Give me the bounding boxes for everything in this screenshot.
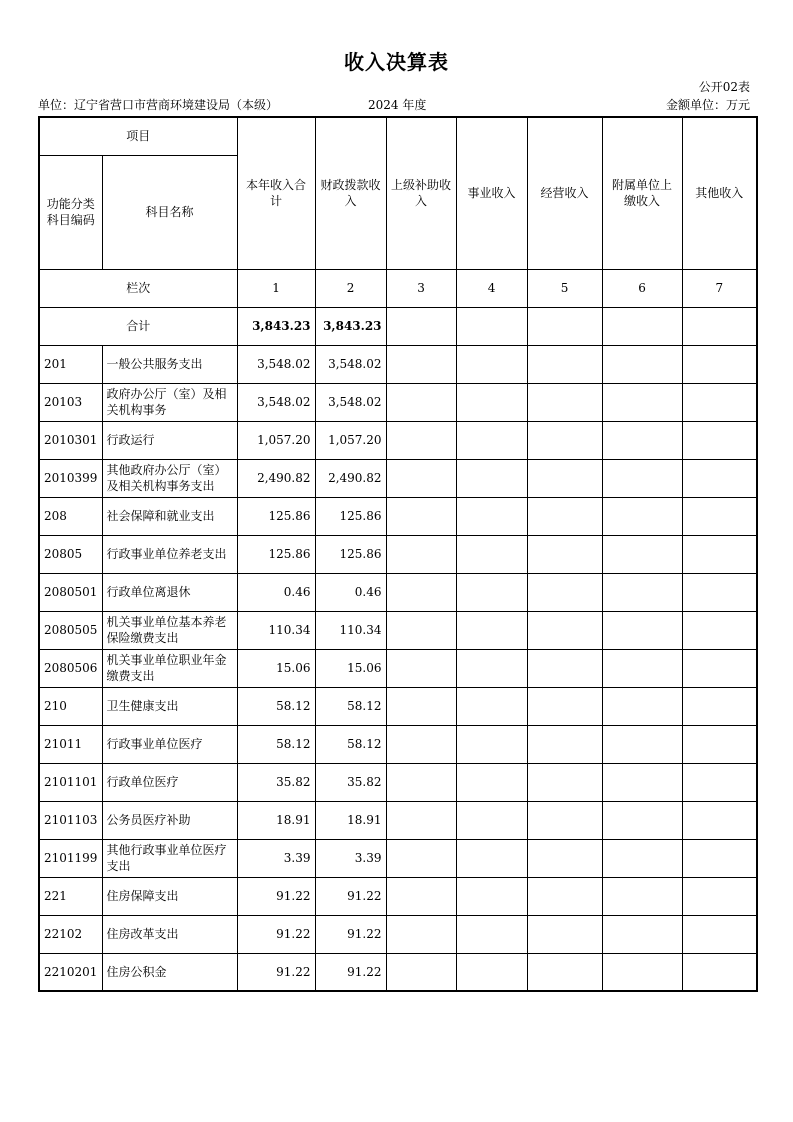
reporting-unit: 单位：辽宁省营口市营商环境建设局（本级）: [38, 98, 279, 112]
empty-cell: [527, 839, 602, 877]
empty-cell: [602, 611, 682, 649]
table-row: [39, 877, 757, 915]
row-value-1: 15.06: [237, 649, 315, 687]
table-row: [39, 801, 757, 839]
row-name: 机关事业单位基本养老保险缴费支出: [102, 611, 237, 649]
row-code: 2080501: [39, 573, 102, 611]
table-row: [39, 573, 757, 611]
row-value-1: 3,548.02: [237, 345, 315, 383]
empty-cell: [602, 839, 682, 877]
empty-cell: [527, 915, 602, 953]
empty-cell: [602, 421, 682, 459]
total-row: [39, 307, 757, 345]
lanci-num: 7: [682, 269, 757, 307]
row-name: 行政单位医疗: [102, 763, 237, 801]
empty-cell: [386, 687, 456, 725]
table-row: [39, 763, 757, 801]
table-row: [39, 611, 757, 649]
row-code: 2210201: [39, 953, 102, 991]
row-code: 201: [39, 345, 102, 383]
empty-cell: [386, 763, 456, 801]
empty-cell: [602, 649, 682, 687]
header-col-1: 本年收入合计: [237, 117, 315, 269]
row-value-1: 3,548.02: [237, 383, 315, 421]
row-value-2: 58.12: [315, 687, 386, 725]
row-name: 行政事业单位医疗: [102, 725, 237, 763]
row-name: 社会保障和就业支出: [102, 497, 237, 535]
total-value-1: 3,843.23: [237, 307, 315, 345]
table-row: [39, 687, 757, 725]
row-code: 22102: [39, 915, 102, 953]
empty-cell: [602, 801, 682, 839]
row-name: 住房改革支出: [102, 915, 237, 953]
header-code: 功能分类科目编码: [39, 155, 102, 269]
lanci-label: 栏次: [39, 269, 237, 307]
empty-cell: [682, 763, 757, 801]
row-code: 21011: [39, 725, 102, 763]
empty-cell: [386, 383, 456, 421]
row-name: 住房保障支出: [102, 877, 237, 915]
table-row: [39, 535, 757, 573]
header-col-5: 经营收入: [527, 117, 602, 269]
form-number: 公开02表: [698, 80, 750, 94]
row-value-1: 110.34: [237, 611, 315, 649]
row-code: 20805: [39, 535, 102, 573]
income-final-account-table: [38, 116, 758, 992]
table-row: [39, 345, 757, 383]
table-row: [39, 459, 757, 497]
row-code: 2080505: [39, 611, 102, 649]
empty-cell: [386, 535, 456, 573]
row-value-2: 91.22: [315, 953, 386, 991]
header-item: 项目: [39, 117, 237, 155]
row-code: 208: [39, 497, 102, 535]
row-value-2: 35.82: [315, 763, 386, 801]
row-code: 2080506: [39, 649, 102, 687]
row-value-2: 2,490.82: [315, 459, 386, 497]
lanci-num: 6: [602, 269, 682, 307]
empty-cell: [456, 915, 527, 953]
empty-cell: [386, 459, 456, 497]
row-value-2: 3.39: [315, 839, 386, 877]
table-row: [39, 725, 757, 763]
row-value-1: 58.12: [237, 687, 315, 725]
empty-cell: [456, 345, 527, 383]
row-value-1: 18.91: [237, 801, 315, 839]
row-name: 卫生健康支出: [102, 687, 237, 725]
empty-cell: [527, 687, 602, 725]
empty-cell: [527, 611, 602, 649]
header-name: 科目名称: [102, 155, 237, 269]
empty-cell: [682, 535, 757, 573]
lanci-row: [39, 269, 757, 307]
total-value-2: 3,843.23: [315, 307, 386, 345]
empty-cell: [386, 877, 456, 915]
empty-cell: [682, 915, 757, 953]
row-value-2: 0.46: [315, 573, 386, 611]
row-name: 政府办公厅（室）及相关机构事务: [102, 383, 237, 421]
row-code: 2101103: [39, 801, 102, 839]
empty-cell: [527, 801, 602, 839]
empty-cell: [386, 839, 456, 877]
empty-cell: [602, 573, 682, 611]
empty-cell: [682, 725, 757, 763]
empty-cell: [527, 497, 602, 535]
empty-cell: [456, 839, 527, 877]
empty-cell: [682, 345, 757, 383]
empty-cell: [527, 649, 602, 687]
empty-cell: [386, 953, 456, 991]
lanci-num: 3: [386, 269, 456, 307]
row-name: 机关事业单位职业年金缴费支出: [102, 649, 237, 687]
row-name: 其他行政事业单位医疗支出: [102, 839, 237, 877]
row-value-2: 125.86: [315, 535, 386, 573]
empty-cell: [386, 345, 456, 383]
empty-cell: [682, 953, 757, 991]
empty-cell: [682, 497, 757, 535]
header-col-6: 附属单位上缴收入: [602, 117, 682, 269]
row-value-2: 1,057.20: [315, 421, 386, 459]
row-name: 公务员医疗补助: [102, 801, 237, 839]
empty-cell: [456, 535, 527, 573]
row-value-1: 91.22: [237, 915, 315, 953]
row-name: 行政运行: [102, 421, 237, 459]
empty-cell: [527, 725, 602, 763]
empty-cell: [682, 573, 757, 611]
empty-cell: [456, 573, 527, 611]
amount-unit: 金额单位：万元: [665, 98, 750, 112]
row-value-1: 58.12: [237, 725, 315, 763]
empty-cell: [602, 383, 682, 421]
empty-cell: [682, 421, 757, 459]
table-row: [39, 421, 757, 459]
empty-cell: [602, 763, 682, 801]
row-value-1: 35.82: [237, 763, 315, 801]
lanci-num: 5: [527, 269, 602, 307]
empty-cell: [527, 421, 602, 459]
row-name: 其他政府办公厅（室）及相关机构事务支出: [102, 459, 237, 497]
header-col-3: 上级补助收入: [386, 117, 456, 269]
empty-cell: [682, 687, 757, 725]
row-value-1: 125.86: [237, 497, 315, 535]
empty-cell: [602, 725, 682, 763]
empty-cell: [386, 611, 456, 649]
row-value-2: 125.86: [315, 497, 386, 535]
header-col-4: 事业收入: [456, 117, 527, 269]
empty-cell: [386, 497, 456, 535]
table-row: [39, 497, 757, 535]
fiscal-year: 2024 年度: [368, 98, 427, 112]
header-col-2: 财政拨款收入: [315, 117, 386, 269]
empty-cell: [456, 801, 527, 839]
empty-cell: [386, 573, 456, 611]
empty-cell: [456, 725, 527, 763]
empty-cell: [527, 535, 602, 573]
row-value-1: 91.22: [237, 877, 315, 915]
empty-cell: [682, 839, 757, 877]
empty-cell: [386, 725, 456, 763]
empty-cell: [456, 687, 527, 725]
empty-cell: [682, 383, 757, 421]
row-value-2: 110.34: [315, 611, 386, 649]
row-code: 221: [39, 877, 102, 915]
row-value-1: 2,490.82: [237, 459, 315, 497]
empty-cell: [682, 649, 757, 687]
empty-cell: [602, 497, 682, 535]
row-value-1: 0.46: [237, 573, 315, 611]
row-value-2: 15.06: [315, 649, 386, 687]
empty-cell: [682, 801, 757, 839]
row-value-1: 1,057.20: [237, 421, 315, 459]
row-value-2: 91.22: [315, 915, 386, 953]
empty-cell: [527, 763, 602, 801]
empty-cell: [602, 877, 682, 915]
empty-cell: [386, 649, 456, 687]
row-value-1: 3.39: [237, 839, 315, 877]
empty-cell: [602, 459, 682, 497]
row-value-2: 3,548.02: [315, 345, 386, 383]
row-value-1: 125.86: [237, 535, 315, 573]
row-code: 20103: [39, 383, 102, 421]
empty-cell: [456, 459, 527, 497]
row-value-2: 58.12: [315, 725, 386, 763]
row-code: 2101199: [39, 839, 102, 877]
row-code: 2101101: [39, 763, 102, 801]
row-value-2: 3,548.02: [315, 383, 386, 421]
table-row: [39, 649, 757, 687]
empty-cell: [602, 535, 682, 573]
row-value-2: 91.22: [315, 877, 386, 915]
empty-cell: [527, 459, 602, 497]
row-name: 一般公共服务支出: [102, 345, 237, 383]
empty-cell: [527, 573, 602, 611]
table-row: [39, 915, 757, 953]
empty-cell: [456, 763, 527, 801]
empty-cell: [527, 345, 602, 383]
empty-cell: [602, 915, 682, 953]
table-row: [39, 383, 757, 421]
row-code: 2010399: [39, 459, 102, 497]
empty-cell: [602, 687, 682, 725]
empty-cell: [386, 421, 456, 459]
header-col-7: 其他收入: [682, 117, 757, 269]
lanci-num: 4: [456, 269, 527, 307]
row-value-1: 91.22: [237, 953, 315, 991]
empty-cell: [456, 953, 527, 991]
empty-cell: [456, 877, 527, 915]
empty-cell: [456, 383, 527, 421]
empty-cell: [682, 611, 757, 649]
empty-cell: [602, 345, 682, 383]
empty-cell: [456, 649, 527, 687]
empty-cell: [527, 877, 602, 915]
empty-cell: [682, 877, 757, 915]
row-name: 行政单位离退休: [102, 573, 237, 611]
empty-cell: [456, 497, 527, 535]
empty-cell: [456, 611, 527, 649]
row-code: 210: [39, 687, 102, 725]
empty-cell: [386, 915, 456, 953]
row-name: 行政事业单位养老支出: [102, 535, 237, 573]
page-title: 收入决算表: [344, 50, 449, 74]
empty-cell: [602, 953, 682, 991]
lanci-num: 1: [237, 269, 315, 307]
empty-cell: [527, 953, 602, 991]
row-value-2: 18.91: [315, 801, 386, 839]
table-row: [39, 839, 757, 877]
table-row: [39, 953, 757, 991]
row-code: 2010301: [39, 421, 102, 459]
row-name: 住房公积金: [102, 953, 237, 991]
empty-cell: [682, 459, 757, 497]
empty-cell: [386, 801, 456, 839]
empty-cell: [456, 421, 527, 459]
lanci-num: 2: [315, 269, 386, 307]
total-label: 合计: [39, 307, 237, 345]
empty-cell: [527, 383, 602, 421]
